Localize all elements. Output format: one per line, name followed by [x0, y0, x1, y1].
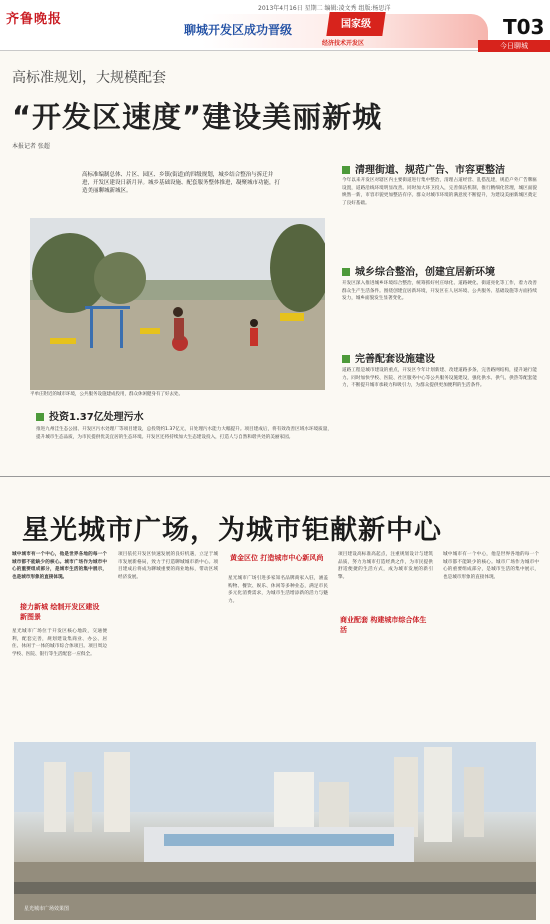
park-photo-illustration	[30, 218, 325, 390]
seal-subtitle: 经济技术开发区	[322, 40, 365, 47]
section-body-urban: 开发区深入推进城乡环境综合整治，统筹抓好村庄绿化、道路硬化、街道亮化等工作，着力改善群众生产生活条件。围绕创建宜居新环境，开发区在人居环境、公共服务、基础设施等方面持续发力，城乡面貌发生显著变化。	[342, 281, 537, 302]
section-body-streets: 今年以来开发区对辖区内主要街道进行集中整治，清理占道经营、乱搭乱建，规范户外广告牌匾设置，道路沿线环境明显改善。同时加大环卫投入，完善保洁机制，推行精细化管理，城区面貌焕然一新，市容市貌更加整洁有序。群众对城市环境的满意度不断提升，为建设美丽新城区奠定了良好基础。	[342, 178, 537, 206]
story2-column-4: 项目建设高标准高起点，注重规划设计与建筑品质，努力为城市打造经典之作，为市民提供舒适便捷的生活方式，成为城市发展的新引擎。	[338, 552, 433, 580]
seal-text: 国家级	[341, 19, 371, 30]
story1-kicker: 高标准规划，大规模配套	[12, 70, 166, 86]
section-tab: 今日聊城	[478, 40, 550, 52]
park-photo-caption: 平单庄附近的城市环境，公共服务设施建成投用，群众休闲健身有了好去处。	[30, 392, 183, 397]
story2-column-3: 星光城市广场引进多家知名品牌商家入驻，涵盖购物、餐饮、娱乐、休闲等多种业态，满足市民多元化消费需求，为城市生活增添新的活力与魅力。	[228, 576, 328, 604]
plaza-rendering	[14, 742, 536, 920]
story2-subhead-1: 接力新城 绘制开发区建设新图景	[20, 603, 100, 621]
square-bullet-icon	[342, 355, 350, 363]
section-heading-streets	[342, 161, 505, 176]
square-bullet-icon	[342, 268, 350, 276]
story1-byline: 本报记者 张超	[12, 143, 50, 150]
story2-intro: 城中城市有一个中心，他是世界各地的每一个城市都不能缺少的核心。城市广场作为城市中心的重要组成部分，是城市生活的集中展示，也是城市形象的直接体现。	[12, 552, 107, 580]
section-body-sewage: 推进九州洼生态公园、开发区污水处理厂等项目建设，总投资约1.37亿元，日处理污水能力大幅提升。项目建成后，将有效改善区域水环境质量，提升城市生态品质，为市民提供优美宜居的生态环境。开发区还将持续加大生态建设投入，打造人与自然和谐共处的美丽家园。	[36, 427, 332, 440]
section-title-sewage: 投资1.37亿处理污水	[49, 412, 144, 423]
section-title-urban: 城乡综合整治，创建宜居新环境	[355, 267, 495, 278]
story2-subhead-2: 黄金区位 打造城市中心新风尚	[230, 554, 324, 562]
square-bullet-icon	[36, 413, 44, 421]
section-body-facilities: 道路工程是城市建设的重点，开发区今年计划新建、改建道路多条，完善路网结构，提升通行能力。同时加快学校、医院、社区服务中心等公共服务设施建设，强化供水、供气、供热等配套能力，不断提升城市承载力和吸引力，为群众提供更加便利的生活条件。	[342, 368, 537, 389]
plaza-photo-caption: 星光城市广场效果图	[24, 906, 70, 912]
newspaper-logo: 齐鲁晚报	[6, 12, 63, 27]
section-heading-urban	[342, 263, 495, 278]
story2-subhead-3: 商业配套 构建城市综合体生活	[340, 616, 427, 634]
banner-title: 聊城开发区成功晋级	[184, 23, 293, 37]
story2-headline: 星光城市广场，为城市钜献新中心	[22, 515, 442, 546]
section-title-streets: 清理街道、规范广告、市容更整洁	[355, 165, 505, 176]
story1-lead: 高标准编制总体、片区、园区、乡镇(街道)的四级规划，城乡结合整治与拆迁并进，开发区建设日新月异。城乡基础设施、配套服务整体推进，凝聚城市功能，打造美丽聊城新城区。	[82, 172, 281, 194]
issue-meta: 2013年4月16日 星期二 编辑:凌文秀 组版:杨思洋	[258, 5, 391, 12]
park-photo	[30, 218, 325, 390]
section-title-facilities: 完善配套设施建设	[355, 354, 435, 365]
story-divider	[0, 476, 550, 477]
section-heading-facilities	[342, 350, 435, 365]
square-bullet-icon	[342, 166, 350, 174]
story2-column-2: 项目依托开发区快速发展的良好机遇，立足于城市发展新格局，致力于打造聊城城市新中心。项目建成后将成为聊城重要的商业地标，带动区域经济发展。	[118, 552, 218, 580]
story1-headline: “开发区速度”建设美丽新城	[12, 100, 383, 134]
story2-column-1: 星光城市广场位于开发区核心地段，交通便利，配套完善，规划建设集商业、办公、居住、休闲于一体的城市综合体项目。项目周边学校、医院、银行等生活配套一应俱全。	[12, 629, 107, 657]
page-number: T03	[503, 15, 545, 39]
section-heading-sewage	[36, 408, 144, 423]
story2-column-5: 城中城市有一个中心，他是世界各地的每一个城市都不能缺少的核心。城市广场作为城市中心的重要组成部分，是城市生活的集中展示，也是城市形象的直接体现。	[443, 552, 539, 580]
plaza-rendering-illustration	[14, 742, 536, 920]
